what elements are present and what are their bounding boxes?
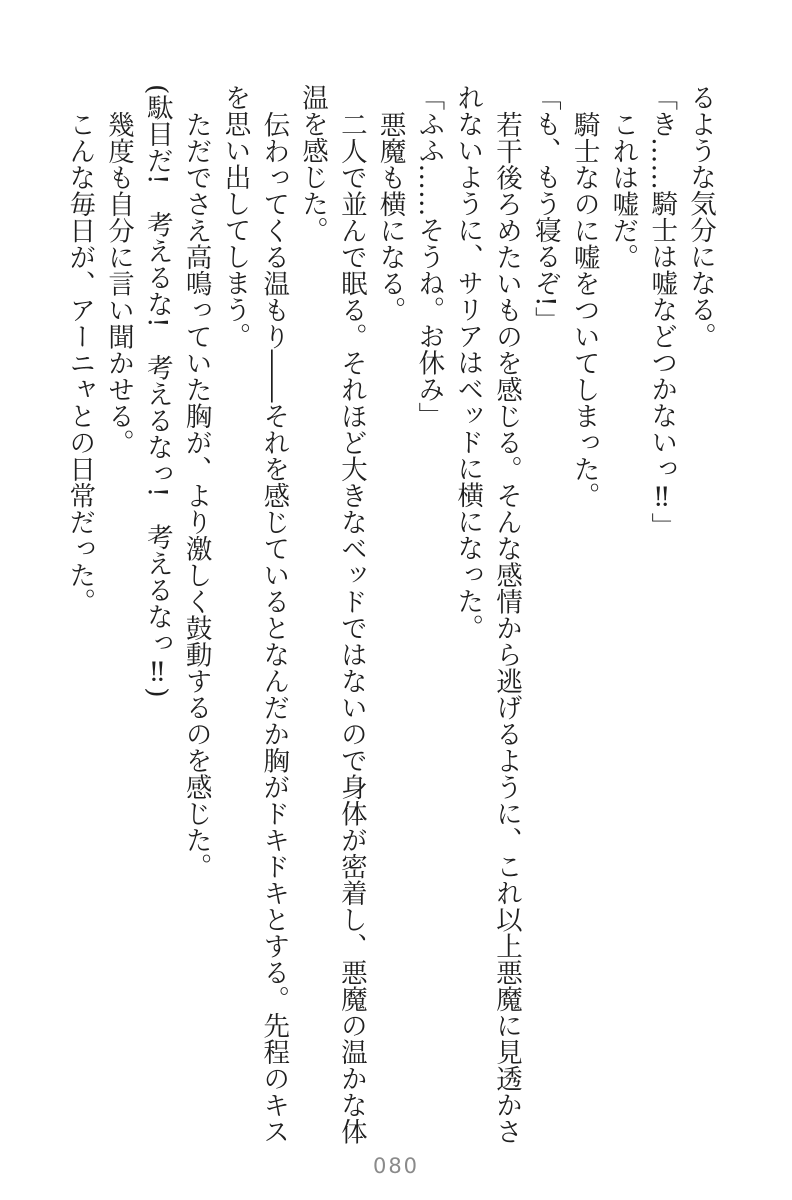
paragraph: 二人で並んで眠る。それほど大きなベッドではないので身体が密着し、悪魔の温かな体温を感じた。 — [297, 84, 367, 1144]
paragraph: るような気分になる。 — [685, 84, 716, 349]
page-text — [59, 84, 719, 1144]
paragraph: 若干後ろめたいものを感じる。そんな感情から逃げるように、これ以上悪魔に見透かされないように、サリアはベッドに横になった。 — [452, 84, 523, 1144]
paragraph: ただでさえ高鳴っていた胸が、より激しく鼓動するのを感じた。 — [180, 110, 212, 879]
paragraph: 騎士なのに嘘をついてしまった。 — [568, 110, 600, 508]
paragraph: 幾度も自分に言い聞かせる。 — [103, 110, 135, 455]
paragraph-dialogue: 「き……騎士は嘘などつかないっ‼」 — [646, 84, 678, 539]
paragraph-inner-monologue: (駄目だ! 考えるな! 考えるなっ! 考えるなっ‼) — [141, 84, 173, 698]
paragraph: 伝わってくる温もり――それを感じているとなんだか胸がドキドキとする。先程のキスを思い出してしまう。 — [219, 84, 290, 1144]
paragraph: こんな毎日が、アーニャとの日常だった。 — [64, 110, 96, 614]
paragraph: これは嘘だ。 — [607, 110, 639, 270]
paragraph-dialogue: 「も、もう寝るぞ!」 — [529, 84, 561, 334]
paragraph: 悪魔も横になる。 — [374, 110, 406, 323]
page-number: 080 — [372, 1154, 420, 1178]
paragraph-dialogue: 「ふふ……そうね。お休み」 — [413, 84, 445, 429]
